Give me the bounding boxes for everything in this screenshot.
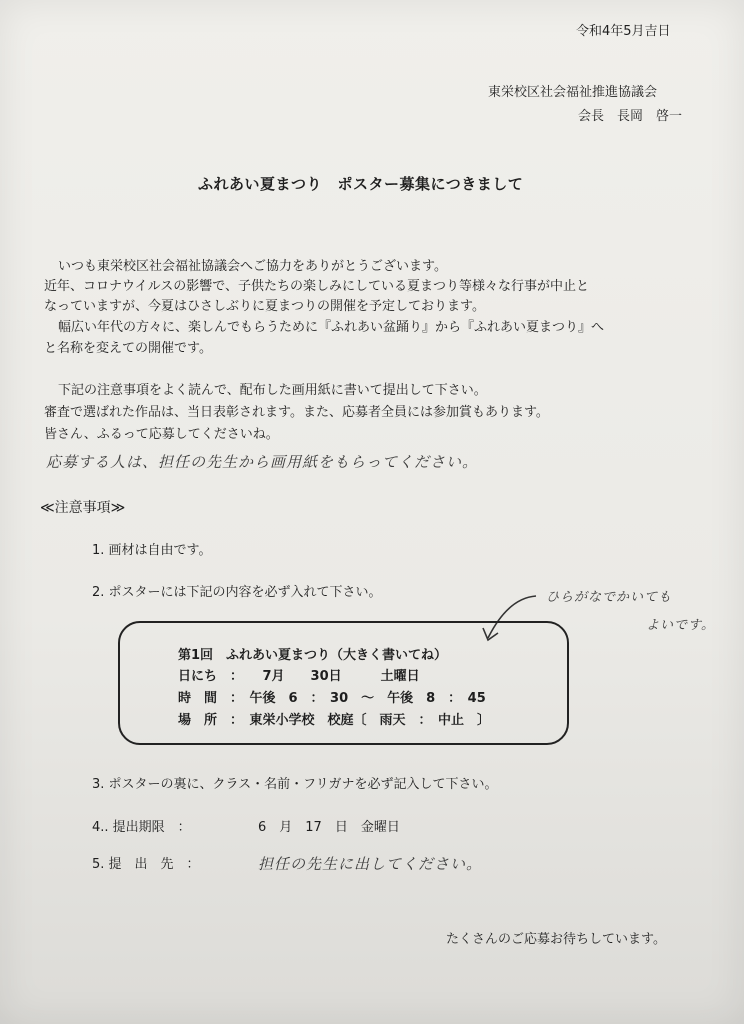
instruction-line: 皆さん、ふるって応募してくださいね。 (44, 427, 279, 442)
body-line: いつも東栄校区社会福祉協議会へご協力をありがとうございます。 (58, 259, 447, 274)
note-item-2: 2. ポスターには下記の内容を必ず入れて下さい。 (92, 585, 382, 600)
organization-name: 東栄校区社会福祉推進協議会 (488, 85, 658, 100)
document-title: ふれあい夏まつり ポスター募集につきまして (198, 175, 524, 193)
note-item-4-value: 6 月 17 日 金曜日 (258, 820, 400, 835)
box-line-event: 第1回 ふれあい夏まつり（大きく書いてね） (178, 648, 448, 663)
handwritten-note-hiragana: よいです。 (646, 618, 715, 633)
body-line: 近年、コロナウイルスの影響で、子供たちの楽しみにしている夏まつり等様々な行事が中止と (44, 279, 589, 294)
closing-text: たくさんのご応募お待ちしています。 (446, 932, 666, 947)
document-date: 令和4年5月吉日 (576, 24, 671, 39)
note-item-5-value: 担任の先生に出してください。 (258, 855, 483, 873)
note-item-3: 3. ポスターの裏に、クラス・名前・フリガナを必ず記入して下さい。 (92, 777, 498, 792)
body-line: と名称を変えての開催です。 (44, 341, 212, 356)
body-line: 幅広い年代の方々に、楽しんでもらうために『ふれあい盆踊り』から『ふれあい夏まつり』へ (58, 320, 605, 335)
handwritten-note: 応募する人は、担任の先生から画用紙をもらってください。 (46, 453, 479, 471)
president-name: 会長 長岡 啓一 (578, 109, 683, 124)
box-line-date: 日にち ： 7月 30日 土曜日 (178, 669, 420, 684)
instruction-line: 下記の注意事項をよく読んで、配布した画用紙に書いて提出して下さい。 (58, 383, 487, 398)
body-line: なっていますが、今夏はひさしぶりに夏まつりの開催を予定しております。 (44, 299, 485, 314)
note-item-4-label: 4.. 提出期限 ： (92, 820, 191, 835)
note-item-5-label: 5. 提 出 先 ： (92, 857, 200, 872)
notes-heading: ≪注意事項≫ (40, 500, 126, 516)
box-line-place: 場 所 ： 東栄小学校 校庭〔 雨天 ： 中止 〕 (178, 713, 491, 728)
handwritten-note-hiragana: ひらがなでかいても (546, 590, 673, 605)
note-item-1: 1. 画材は自由です。 (92, 543, 212, 558)
instruction-line: 審査で選ばれた作品は、当日表彰されます。また、応募者全員には参加賞もあります。 (44, 405, 549, 420)
poster-content-box (118, 621, 569, 745)
box-line-time: 時 間 ： 午後 6 ： 30 ～ 午後 8 ： 45 (178, 691, 486, 706)
